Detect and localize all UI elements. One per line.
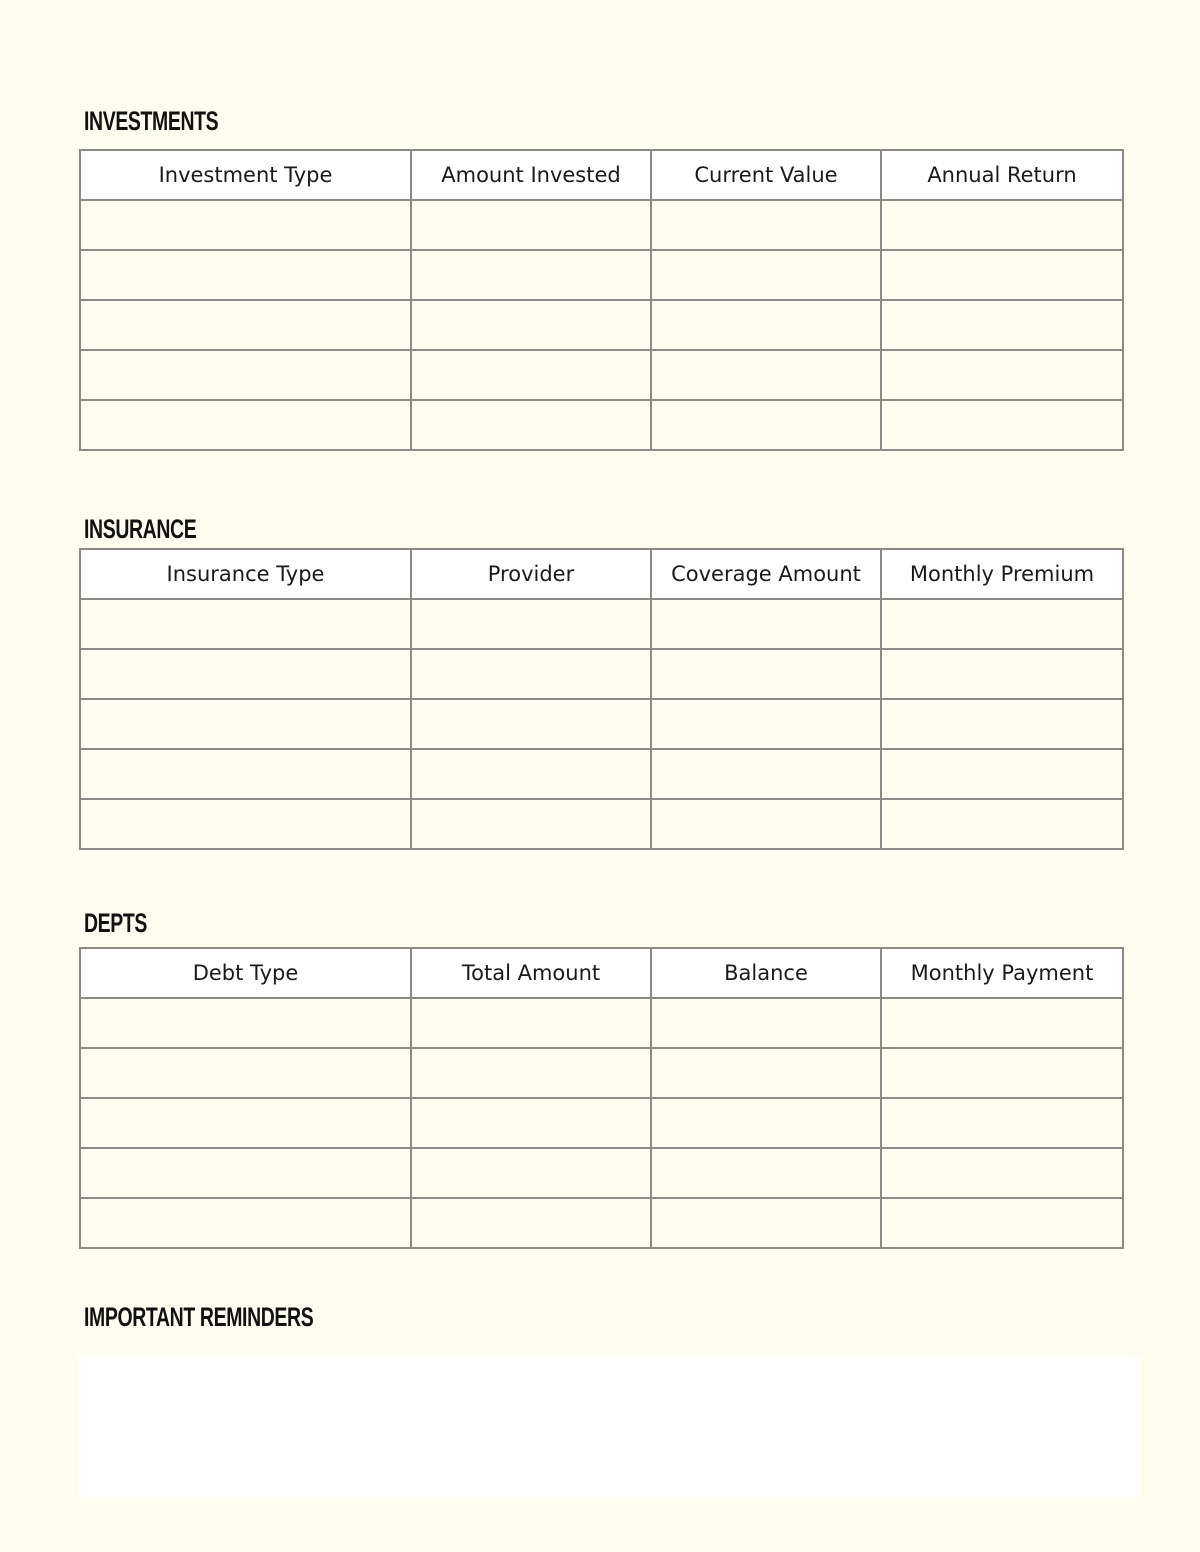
table-cell[interactable] <box>881 1048 1123 1098</box>
table-header-row <box>80 150 1123 200</box>
table-cell[interactable] <box>411 1048 651 1098</box>
table-cell[interactable] <box>881 400 1123 450</box>
reminders-title: IMPORTANT REMINDERS <box>84 1302 314 1332</box>
table-cell[interactable] <box>80 1198 411 1248</box>
table-cell[interactable] <box>80 1048 411 1098</box>
table-row <box>80 649 1123 699</box>
table-cell[interactable] <box>651 350 881 400</box>
table-cell[interactable] <box>881 1098 1123 1148</box>
table-cell[interactable] <box>651 1098 881 1148</box>
table-row <box>80 350 1123 400</box>
table-cell[interactable] <box>411 599 651 649</box>
table-cell[interactable] <box>80 350 411 400</box>
investments-table <box>79 149 1124 451</box>
table-cell[interactable] <box>651 1148 881 1198</box>
table-row <box>80 250 1123 300</box>
table-cell[interactable] <box>411 250 651 300</box>
table-cell[interactable] <box>411 998 651 1048</box>
table-cell[interactable] <box>411 300 651 350</box>
table-cell[interactable] <box>651 1198 881 1248</box>
debts-table <box>79 947 1124 1249</box>
table-cell[interactable] <box>881 799 1123 849</box>
table-cell[interactable] <box>881 200 1123 250</box>
table-row <box>80 749 1123 799</box>
table-cell[interactable] <box>411 749 651 799</box>
debts-title: DEPTS <box>84 908 148 938</box>
table-cell[interactable] <box>651 799 881 849</box>
table-row <box>80 799 1123 849</box>
column-header-monthly-payment: Monthly Payment <box>881 948 1123 998</box>
table-cell[interactable] <box>651 300 881 350</box>
table-cell[interactable] <box>411 350 651 400</box>
table-cell[interactable] <box>80 649 411 699</box>
table-cell[interactable] <box>651 250 881 300</box>
column-header-amount-invested: Amount Invested <box>411 150 651 200</box>
table-cell[interactable] <box>651 1048 881 1098</box>
table-cell[interactable] <box>881 998 1123 1048</box>
column-header-current-value: Current Value <box>651 150 881 200</box>
table-cell[interactable] <box>411 200 651 250</box>
table-cell[interactable] <box>651 699 881 749</box>
table-cell[interactable] <box>80 250 411 300</box>
column-header-debt-type: Debt Type <box>80 948 411 998</box>
column-header-total-amount: Total Amount <box>411 948 651 998</box>
table-cell[interactable] <box>881 350 1123 400</box>
table-cell[interactable] <box>411 1198 651 1248</box>
table-cell[interactable] <box>881 250 1123 300</box>
table-row <box>80 300 1123 350</box>
table-cell[interactable] <box>651 749 881 799</box>
table-cell[interactable] <box>80 200 411 250</box>
table-cell[interactable] <box>411 1148 651 1198</box>
table-row <box>80 1198 1123 1248</box>
column-header-investment-type: Investment Type <box>80 150 411 200</box>
table-header-row <box>80 948 1123 998</box>
table-row <box>80 400 1123 450</box>
insurance-table <box>79 548 1124 850</box>
table-cell[interactable] <box>881 649 1123 699</box>
table-cell[interactable] <box>80 599 411 649</box>
table-cell[interactable] <box>411 699 651 749</box>
table-cell[interactable] <box>651 649 881 699</box>
table-cell[interactable] <box>80 998 411 1048</box>
table-row <box>80 200 1123 250</box>
column-header-provider: Provider <box>411 549 651 599</box>
table-cell[interactable] <box>80 1148 411 1198</box>
table-cell[interactable] <box>881 1148 1123 1198</box>
table-row <box>80 1098 1123 1148</box>
table-cell[interactable] <box>80 749 411 799</box>
table-row <box>80 1048 1123 1098</box>
table-cell[interactable] <box>881 699 1123 749</box>
table-cell[interactable] <box>80 799 411 849</box>
table-row <box>80 1148 1123 1198</box>
table-cell[interactable] <box>80 300 411 350</box>
column-header-balance: Balance <box>651 948 881 998</box>
table-header-row <box>80 549 1123 599</box>
table-row <box>80 998 1123 1048</box>
table-cell[interactable] <box>411 1098 651 1148</box>
table-cell[interactable] <box>881 599 1123 649</box>
table-cell[interactable] <box>411 799 651 849</box>
table-cell[interactable] <box>80 400 411 450</box>
insurance-title: INSURANCE <box>84 514 197 544</box>
table-row <box>80 699 1123 749</box>
investments-title: INVESTMENTS <box>84 106 219 136</box>
table-cell[interactable] <box>411 400 651 450</box>
table-cell[interactable] <box>80 699 411 749</box>
column-header-coverage-amount: Coverage Amount <box>651 549 881 599</box>
table-cell[interactable] <box>651 400 881 450</box>
table-cell[interactable] <box>651 599 881 649</box>
table-cell[interactable] <box>651 998 881 1048</box>
table-cell[interactable] <box>80 1098 411 1148</box>
column-header-annual-return: Annual Return <box>881 150 1123 200</box>
column-header-monthly-premium: Monthly Premium <box>881 549 1123 599</box>
column-header-insurance-type: Insurance Type <box>80 549 411 599</box>
table-cell[interactable] <box>411 649 651 699</box>
table-row <box>80 599 1123 649</box>
table-cell[interactable] <box>881 300 1123 350</box>
reminders-notes-box[interactable] <box>78 1355 1141 1497</box>
table-cell[interactable] <box>881 749 1123 799</box>
table-cell[interactable] <box>881 1198 1123 1248</box>
table-cell[interactable] <box>651 200 881 250</box>
